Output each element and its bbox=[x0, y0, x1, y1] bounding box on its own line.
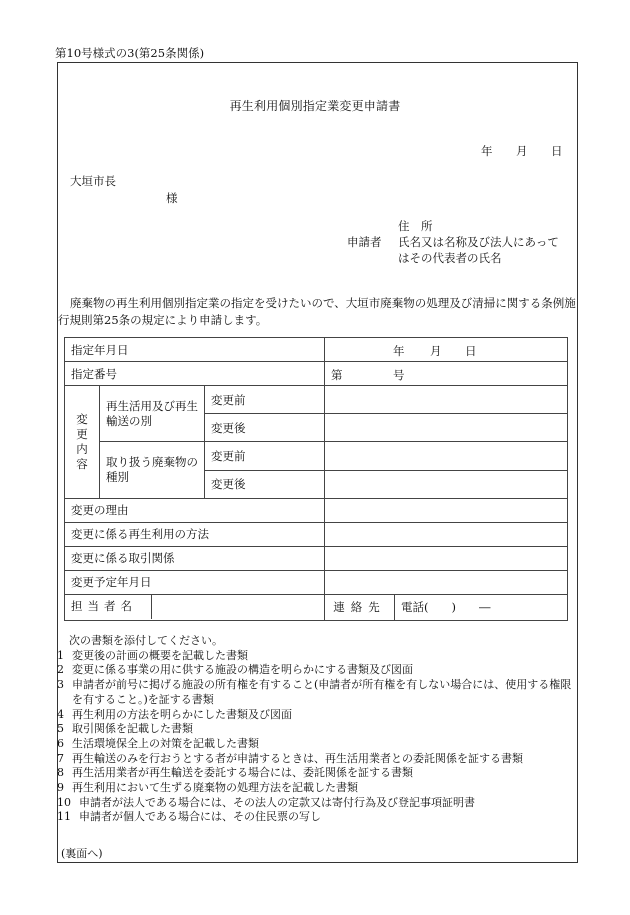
person-in-charge-cell[interactable] bbox=[65, 594, 325, 620]
designation-year: 年 bbox=[393, 343, 405, 358]
applicant-name-label-line2: はその代表者の氏名 bbox=[398, 251, 502, 265]
list-item: 9 再生利用において生ずる廃棄物の処理方法を記載した書類 bbox=[57, 781, 358, 795]
designation-month: 月 bbox=[430, 343, 442, 358]
recycle-type-before-label: 変更前 bbox=[205, 386, 325, 414]
designation-number-label: 指定番号 bbox=[65, 362, 325, 386]
change-reason-field[interactable] bbox=[325, 498, 568, 522]
designation-number-suffix: 号 bbox=[393, 367, 405, 382]
contact-phone-field[interactable]: 電話( ) ― bbox=[395, 594, 568, 620]
waste-type-before-field[interactable] bbox=[325, 442, 568, 470]
change-content-label: 変 更 内 容 bbox=[65, 386, 100, 499]
applicant-label: 申請者 bbox=[347, 235, 382, 249]
recycle-type-after-field[interactable] bbox=[325, 414, 568, 442]
person-in-charge-label: 担当者名 bbox=[71, 599, 137, 614]
recycle-method-label: 変更に係る再生利用の方法 bbox=[65, 522, 325, 546]
date-day-label: 日 bbox=[551, 144, 563, 158]
applicant-address-label: 住 所 bbox=[398, 219, 433, 233]
person-divider bbox=[151, 595, 152, 619]
contact-label: 連絡先 bbox=[325, 594, 395, 620]
list-item: 7 再生輸送のみを行おうとする者が申請するときは、再生活用業者との委託関係を証する書類 bbox=[57, 751, 523, 765]
list-item: 8 再生活用業者が再生輸送を委託する場合には、委託関係を証する書類 bbox=[57, 766, 413, 780]
application-table bbox=[64, 337, 568, 621]
scheduled-date-field[interactable] bbox=[325, 570, 568, 594]
list-item: 11 申請者が個人である場合には、その住民票の写し bbox=[57, 810, 321, 824]
recycle-type-label: 再生活用及び再生輸送の別 bbox=[100, 386, 205, 442]
transaction-label: 変更に係る取引関係 bbox=[65, 546, 325, 570]
list-item: 10 申請者が法人である場合には、その法人の定款又は寄付行為及び登記事項証明書 bbox=[57, 795, 475, 809]
transaction-field[interactable] bbox=[325, 546, 568, 570]
list-item: 5 取引関係を記載した書類 bbox=[57, 722, 193, 736]
designation-date-field[interactable] bbox=[325, 338, 568, 362]
list-item: 3 申請者が前号に掲げる施設の所有権を有すること(申請者が所有権を有しない場合には、使用する権限を有すること。)を証する書類 bbox=[57, 678, 572, 706]
designation-date-label: 指定年月日 bbox=[65, 338, 325, 362]
waste-type-before-label: 変更前 bbox=[205, 442, 325, 470]
recycle-method-field[interactable] bbox=[325, 522, 568, 546]
date-month-label: 月 bbox=[516, 144, 528, 158]
list-item: 6 生活環境保全上の対策を記載した書類 bbox=[57, 736, 259, 750]
attachments-intro: 次の書類を添付してください。 bbox=[69, 634, 223, 647]
waste-type-after-label: 変更後 bbox=[205, 470, 325, 498]
list-item: 2 変更に係る事業の用に供する施設の構造を明らかにする書類及び図面 bbox=[57, 663, 413, 677]
recycle-type-after-label: 変更後 bbox=[205, 414, 325, 442]
application-statement: 廃棄物の再生利用個別指定業の指定を受けたいので、大垣市廃棄物の処理及び清掃に関する条例施行規則第25条の規定により申請します。 bbox=[58, 296, 576, 327]
back-page-note: (裏面へ) bbox=[61, 847, 103, 860]
change-reason-label: 変更の理由 bbox=[65, 498, 325, 522]
list-item: 4 再生利用の方法を明らかにした書類及び図面 bbox=[57, 707, 292, 721]
designation-number-prefix: 第 bbox=[331, 367, 343, 382]
date-year-label: 年 bbox=[481, 144, 493, 158]
scheduled-date-label: 変更予定年月日 bbox=[65, 570, 325, 594]
waste-type-label: 取り扱う廃棄物の種別 bbox=[100, 442, 205, 498]
addressee-honorific: 様 bbox=[166, 191, 178, 205]
applicant-name-label-line1: 氏名又は名称及び法人にあって bbox=[398, 235, 559, 249]
form-title: 再生利用個別指定業変更申請書 bbox=[229, 99, 401, 113]
form-number: 第10号様式の3(第25条関係) bbox=[55, 46, 205, 60]
waste-type-after-field[interactable] bbox=[325, 470, 568, 498]
addressee-mayor: 大垣市長 bbox=[70, 174, 116, 188]
list-item: 1 変更後の計画の概要を記載した書類 bbox=[57, 648, 248, 662]
designation-number-field[interactable] bbox=[325, 362, 568, 386]
designation-day: 日 bbox=[465, 343, 477, 358]
recycle-type-before-field[interactable] bbox=[325, 386, 568, 414]
attachments-list bbox=[57, 634, 581, 825]
